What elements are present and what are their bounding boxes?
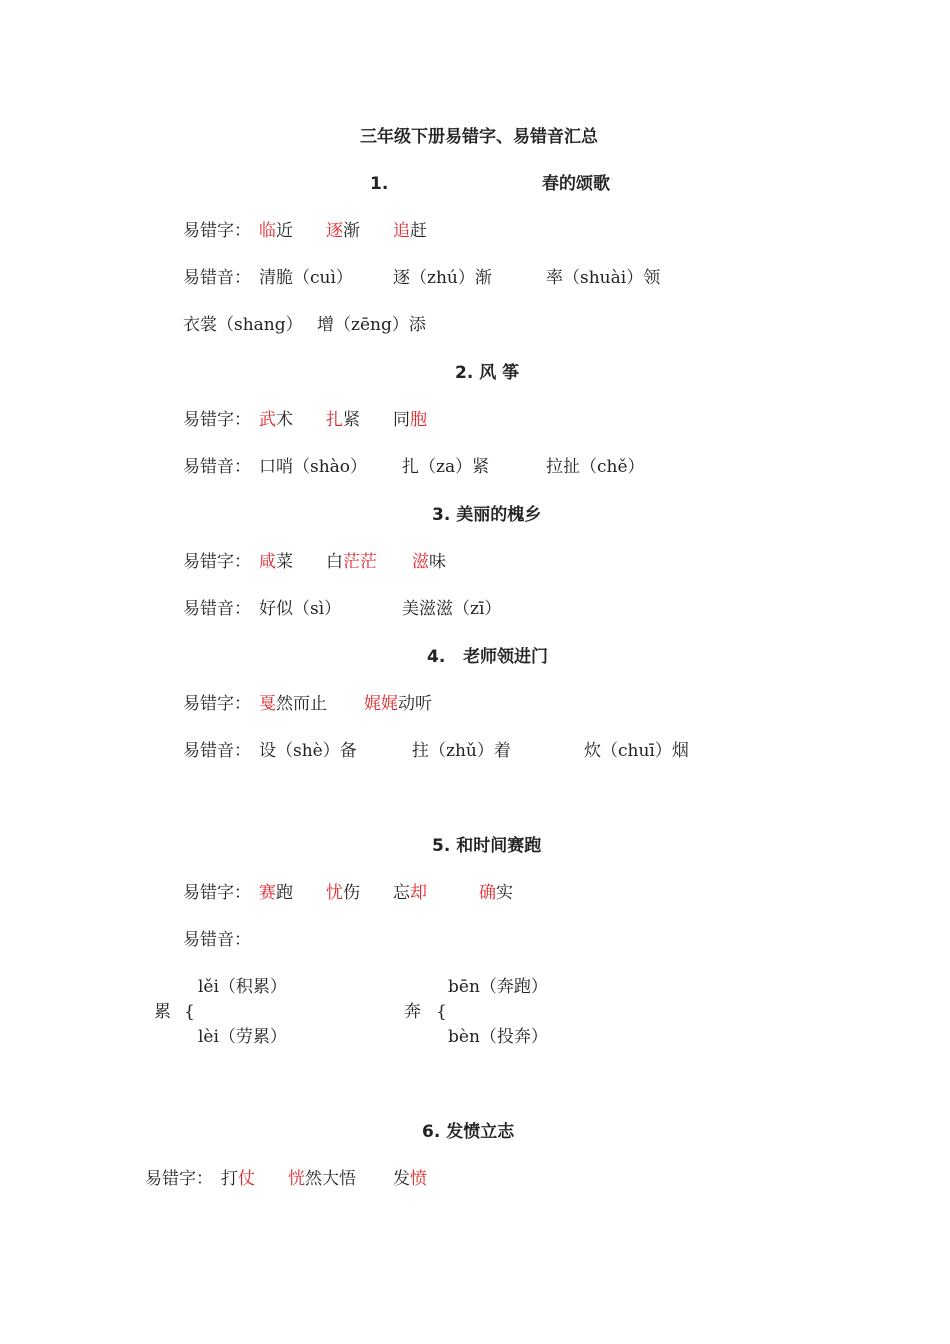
section-1-sound-item: 率（shuài）领 [546, 268, 661, 288]
section-6-char-item [221, 1168, 255, 1190]
section-1-char-item [393, 220, 427, 242]
section-6-number: 6. [422, 1122, 441, 1142]
section-1-chars-label: 易错字： [183, 221, 251, 241]
error-char: 临 [259, 221, 276, 241]
error-char: 胞 [410, 410, 427, 430]
error-char: 咸 [259, 552, 276, 572]
error-char: 赛 [259, 883, 276, 903]
char-rest: 动听 [398, 694, 432, 714]
section-2-chars-label: 易错字： [183, 410, 251, 430]
section-3-chars-label: 易错字： [183, 552, 251, 572]
section-2-sound-item: 口哨（shào） [259, 457, 368, 477]
error-char: 娓娓 [364, 694, 398, 714]
section-1-sound-item: 衣裳（shang） [183, 315, 303, 335]
polyphone-reading-bottom: lèi（劳累） [198, 1027, 287, 1047]
error-char: 追 [393, 221, 410, 241]
section-5-sounds-label: 易错音： [183, 930, 251, 950]
brace-symbol: { [436, 1002, 447, 1022]
section-4-sound-item: 炊（chuī）烟 [584, 741, 689, 761]
section-1-sound-item: 增（zēng）添 [317, 315, 426, 335]
char-rest: 赶 [410, 221, 427, 241]
section-4-chars-label: 易错字： [183, 694, 251, 714]
section-3-char-item [326, 551, 377, 573]
section-1-char-item [259, 220, 293, 242]
section-5-char-item [479, 882, 513, 904]
section-4-sound-item: 设（shè）备 [259, 741, 357, 761]
error-char: 武 [259, 410, 276, 430]
polyphone-char: 累 [154, 1002, 171, 1022]
section-4-title: 老师领进门 [463, 647, 549, 667]
section-1-sound-item: 清脆（cuì） [259, 268, 353, 288]
error-char: 愤 [410, 1169, 427, 1189]
section-1-title: 春的颂歌 [542, 174, 610, 194]
section-2-number: 2. [455, 363, 474, 383]
section-2-title: 风 筝 [479, 363, 520, 383]
section-2-sound-item: 扎（za）紧 [402, 457, 490, 477]
error-char: 却 [410, 883, 427, 903]
polyphone-reading-bottom: bèn（投奔） [448, 1027, 548, 1047]
char-pre: 白 [326, 552, 343, 572]
error-char: 茫茫 [343, 552, 377, 572]
brace-symbol: { [184, 1002, 195, 1022]
section-3-sounds-label: 易错音： [183, 599, 251, 619]
section-3-char-item [259, 551, 293, 573]
section-2-char-item [259, 409, 293, 431]
section-4-char-item [259, 693, 327, 715]
section-4-number: 4. [427, 647, 446, 667]
section-5-chars-label: 易错字： [183, 883, 251, 903]
section-4-sounds-label: 易错音： [183, 741, 251, 761]
section-5-char-item [326, 882, 360, 904]
section-1-sound-item: 逐（zhú）渐 [393, 268, 492, 288]
error-char: 滋 [412, 552, 429, 572]
section-3-number: 3. [432, 505, 451, 525]
section-1-number: 1. [370, 174, 389, 194]
char-pre: 打 [221, 1169, 238, 1189]
char-rest: 紧 [343, 410, 360, 430]
section-5-heading [432, 835, 541, 857]
error-char: 扎 [326, 410, 343, 430]
char-pre: 发 [393, 1169, 410, 1189]
section-5-title: 和时间赛跑 [456, 836, 542, 856]
section-2-heading [455, 362, 519, 384]
section-4-char-item [364, 693, 432, 715]
char-rest: 菜 [276, 552, 293, 572]
section-3-sound-item: 美滋滋（zī） [402, 599, 502, 619]
char-pre: 忘 [393, 883, 410, 903]
section-3-heading [432, 504, 541, 526]
error-char: 戛 [259, 694, 276, 714]
section-3-sound-item: 好似（sì） [259, 599, 342, 619]
section-2-sounds-label: 易错音： [183, 457, 251, 477]
section-4-sound-item: 拄（zhǔ）着 [412, 741, 511, 761]
error-char: 逐 [326, 221, 343, 241]
char-rest: 伤 [343, 883, 360, 903]
char-pre: 同 [393, 410, 410, 430]
section-1-char-item [326, 220, 360, 242]
section-2-char-item [393, 409, 427, 431]
section-1-sounds-label: 易错音： [183, 268, 251, 288]
polyphone-reading-top: lěi（积累） [198, 977, 287, 997]
section-4-heading [427, 646, 548, 668]
error-char: 恍 [288, 1169, 305, 1189]
section-2-char-item [326, 409, 360, 431]
section-6-char-item [393, 1168, 427, 1190]
document-title: 三年级下册易错字、易错音汇总 [360, 127, 598, 147]
error-char: 忧 [326, 883, 343, 903]
char-rest: 味 [429, 552, 446, 572]
char-rest: 术 [276, 410, 293, 430]
section-5-number: 5. [432, 836, 451, 856]
section-6-heading [422, 1121, 514, 1143]
polyphone-reading-top: bēn（奔跑） [448, 977, 548, 997]
section-2-sound-item: 拉扯（chě） [546, 457, 645, 477]
section-5-char-item [393, 882, 427, 904]
section-6-chars-label: 易错字： [145, 1169, 213, 1189]
char-rest: 实 [496, 883, 513, 903]
section-5-char-item [259, 882, 293, 904]
char-rest: 渐 [343, 221, 360, 241]
char-rest: 然而止 [276, 694, 327, 714]
section-3-char-item [412, 551, 446, 573]
section-6-title: 发愤立志 [446, 1122, 515, 1142]
error-char: 确 [479, 883, 496, 903]
char-rest: 然大悟 [305, 1169, 356, 1189]
error-char: 仗 [238, 1169, 255, 1189]
polyphone-char: 奔 [404, 1002, 421, 1022]
char-rest: 近 [276, 221, 293, 241]
section-6-char-item [288, 1168, 356, 1190]
char-rest: 跑 [276, 883, 293, 903]
section-3-title: 美丽的槐乡 [456, 505, 542, 525]
